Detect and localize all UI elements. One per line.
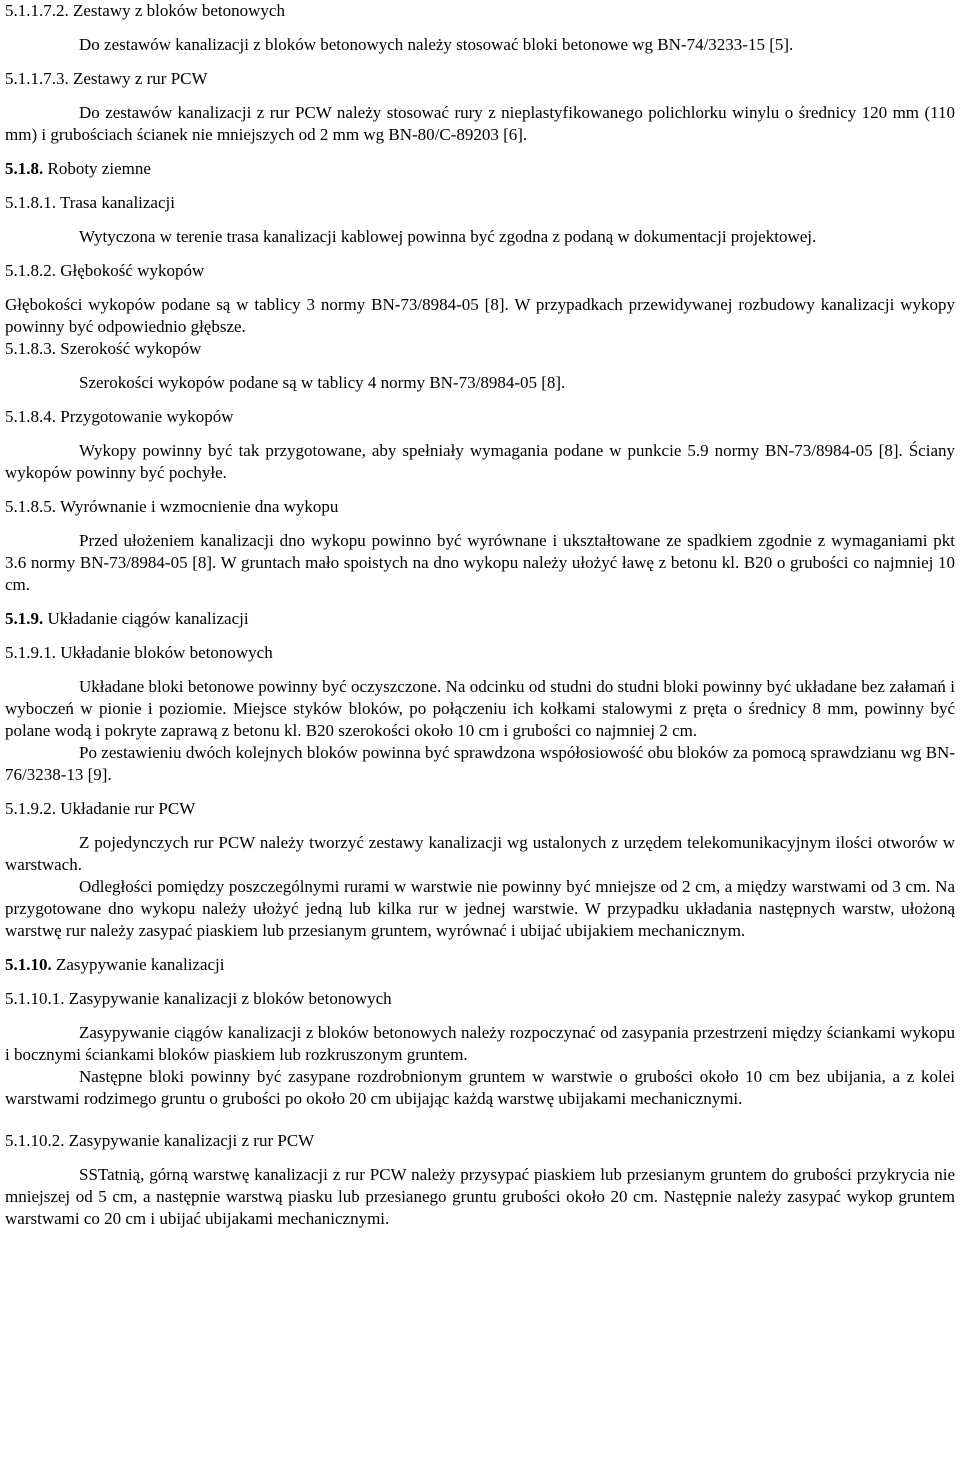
paragraph: Układane bloki betonowe powinny być oczyszczone. Na odcinku od studni do studni bloki powinny być układane bez załamań i wyboczeń w pionie i poziomie. Miejsce styków bloków, po połączeniu ich kołkami stalowymi z pręta o średnicy 8 mm, powinny być polane wodą i pokryte zaprawą z betonu kl. B20 szerokości około 10 cm i grubości co najmniej 2 cm. — [5, 677, 955, 740]
paragraph: Odległości pomiędzy poszczególnymi rurami w warstwie nie powinny być mniejsze od 2 cm, a między warstwami od 3 cm. Na przygotowane dno wykopu należy ułożyć jedną lub kilka rur w jednej warstwie. W przypadku układania następnych warstw, ułożoną warstwę rur należy zasypać piaskiem lub przesianym gruntem, wyrównać i ubijać ubijakiem mechanicznym. — [5, 877, 955, 940]
section-heading: 5.1.10.1. Zasypywanie kanalizacji z bloków betonowych — [5, 989, 392, 1008]
section-heading: 5.1.1.7.2. Zestawy z bloków betonowych — [5, 1, 285, 20]
section-heading: 5.1.8.1. Trasa kanalizacji — [5, 193, 175, 212]
section-heading: 5.1.10.2. Zasypywanie kanalizacji z rur PCW — [5, 1131, 315, 1150]
paragraph: Głębokości wykopów podane są w tablicy 3 normy BN-73/8984-05 [8]. W przypadkach przewidywanej rozbudowy kanalizacji wykopy powinny być odpowiednio głębsze. — [5, 295, 955, 336]
section-heading: 5.1.8.5. Wyrównanie i wzmocnienie dna wykopu — [5, 497, 339, 516]
section-heading: 5.1.9.2. Układanie rur PCW — [5, 799, 196, 818]
paragraph: Do zestawów kanalizacji z bloków betonowych należy stosować bloki betonowe wg BN-74/3233-15 [5]. — [79, 35, 794, 54]
chapter-heading — [5, 954, 955, 976]
chapter-title: Roboty ziemne — [43, 159, 151, 178]
paragraph: Wytyczona w terenie trasa kanalizacji kablowej powinna być zgodna z podaną w dokumentacji projektowej. — [79, 227, 817, 246]
paragraph: Szerokości wykopów podane są w tablicy 4 normy BN-73/8984-05 [8]. — [79, 373, 566, 392]
paragraph: Wykopy powinny być tak przygotowane, aby spełniały wymagania podane w punkcie 5.9 normy BN-73/8984-05 [8]. Ściany wykopów powinny być pochyłe. — [5, 441, 955, 482]
section-heading: 5.1.8.3. Szerokość wykopów — [5, 339, 202, 358]
chapter-number: 5.1.8. — [5, 159, 44, 178]
chapter-heading — [5, 608, 955, 630]
paragraph: Do zestawów kanalizacji z rur PCW należy stosować rury z nieplastyfikowanego polichlorku winylu o średnicy 120 mm (110 mm) i grubościach ścianek nie mniejszych od 2 mm wg BN-80/C-89203 [6]. — [5, 103, 955, 144]
chapter-heading — [5, 158, 955, 180]
paragraph: Przed ułożeniem kanalizacji dno wykopu powinno być wyrównane i ukształtowane ze spadkiem zgodnie z wymaganiami pkt 3.6 normy BN-73/8984-05 [8]. W gruntach mało spoistych na dno wykopu należy ułożyć ławę z betonu kl. B20 o grubości co najmniej 10 cm. — [5, 531, 955, 594]
section-heading: 5.1.1.7.3. Zestawy z rur PCW — [5, 69, 208, 88]
paragraph: Z pojedynczych rur PCW należy tworzyć zestawy kanalizacji wg ustalonych z urzędem telekomunikacyjnym ilości otworów w warstwach. — [5, 833, 955, 874]
section-heading: 5.1.8.2. Głębokość wykopów — [5, 261, 205, 280]
paragraph: Po zestawieniu dwóch kolejnych bloków powinna być sprawdzona współosiowość obu bloków za pomocą sprawdzianu wg BN-76/3238-13 [9]. — [5, 743, 955, 784]
chapter-title: Układanie ciągów kanalizacji — [43, 609, 249, 628]
paragraph: SSTatnią, górną warstwę kanalizacji z rur PCW należy przysypać piaskiem lub przesianym gruntem do grubości przykrycia nie mniejszej od 5 cm, a następnie warstwą piasku lub przesianego gruntu grubości około 20 cm. Następnie należy zasypać wykop gruntem warstwami co 20 cm i ubijać ubijakami mechanicznymi. — [5, 1165, 955, 1228]
chapter-number: 5.1.10. — [5, 955, 52, 974]
chapter-title: Zasypywanie kanalizacji — [51, 955, 225, 974]
section-heading: 5.1.9.1. Układanie bloków betonowych — [5, 643, 273, 662]
chapter-number: 5.1.9. — [5, 609, 44, 628]
paragraph: Następne bloki powinny być zasypane rozdrobnionym gruntem w warstwie o grubości około 10 cm bez ubijania, a z kolei warstwami rodzimego gruntu o grubości po około 20 cm ubijając każdą warstwę ubijakami mechanicznymi. — [5, 1067, 955, 1108]
section-heading: 5.1.8.4. Przygotowanie wykopów — [5, 407, 234, 426]
paragraph: Zasypywanie ciągów kanalizacji z bloków betonowych należy rozpoczynać od zasypania przestrzeni między ściankami wykopu i bocznymi ściankami bloków piaskiem lub rozkruszonym gruntem. — [5, 1023, 955, 1064]
